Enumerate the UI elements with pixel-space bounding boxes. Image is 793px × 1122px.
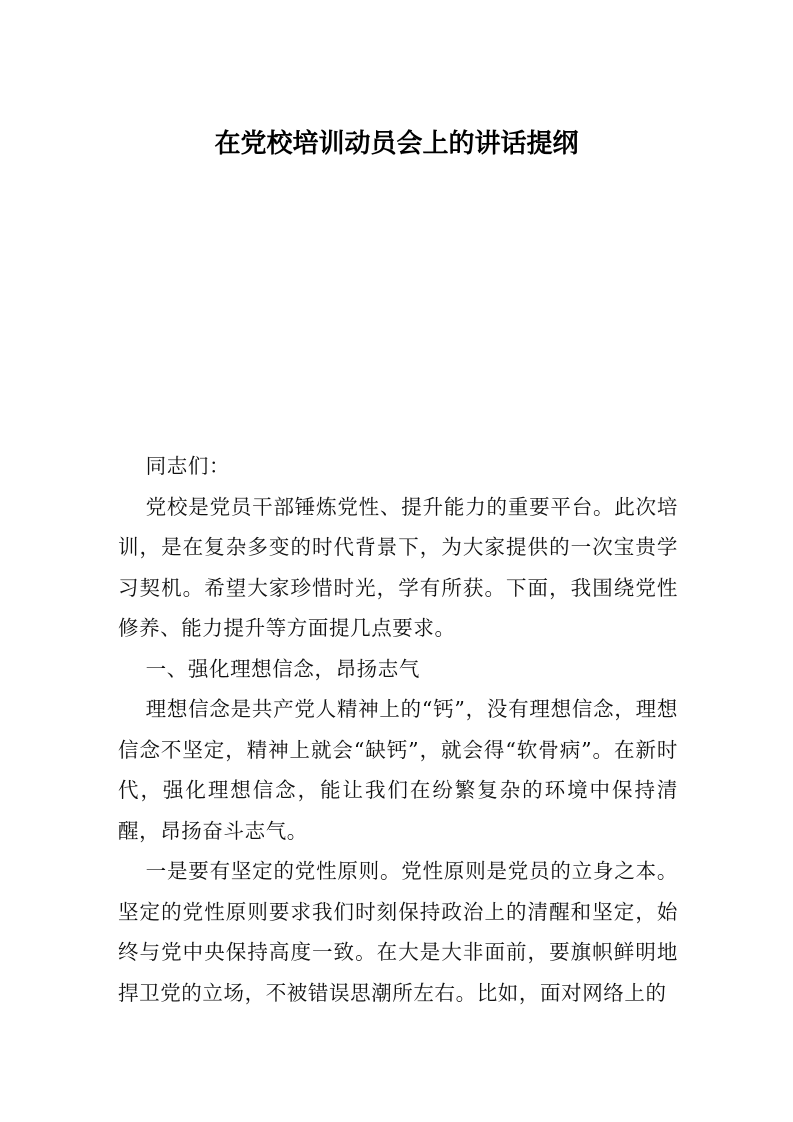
intro-paragraph: 党校是党员干部锤炼党性、提升能力的重要平台。此次培训，是在复杂多变的时代背景下，为大家提供的一次宝贵学习契机。希望大家珍惜时光，学有所获。下面，我围绕党性修养、能力提升等方面提几点要求。: [118, 494, 678, 640]
section-heading-1: 一、强化理想信念，昂扬志气: [145, 656, 420, 681]
section-1-paragraph: 理想信念是共产党人精神上的“钙”，没有理想信念，理想信念不坚定，精神上就会“缺钙”，就会得“软骨病”。在新时代，强化理想信念，能让我们在纷繁复杂的环境中保持清醒，昂扬奋斗志气。: [118, 697, 678, 843]
point-1-paragraph: 一是要有坚定的党性原则。党性原则是党员的立身之本。坚定的党性原则要求我们时刻保持政治上的清醒和坚定，始终与党中央保持高度一致。在大是大非面前，要旗帜鲜明地捍卫党的立场，不被错误思潮所左右。比如，面对网络上的: [118, 859, 678, 1005]
salutation-paragraph: 同志们：: [145, 454, 231, 478]
document-body: [118, 446, 678, 1013]
document-title: 在党校培训动员会上的讲话提纲: [214, 129, 579, 159]
